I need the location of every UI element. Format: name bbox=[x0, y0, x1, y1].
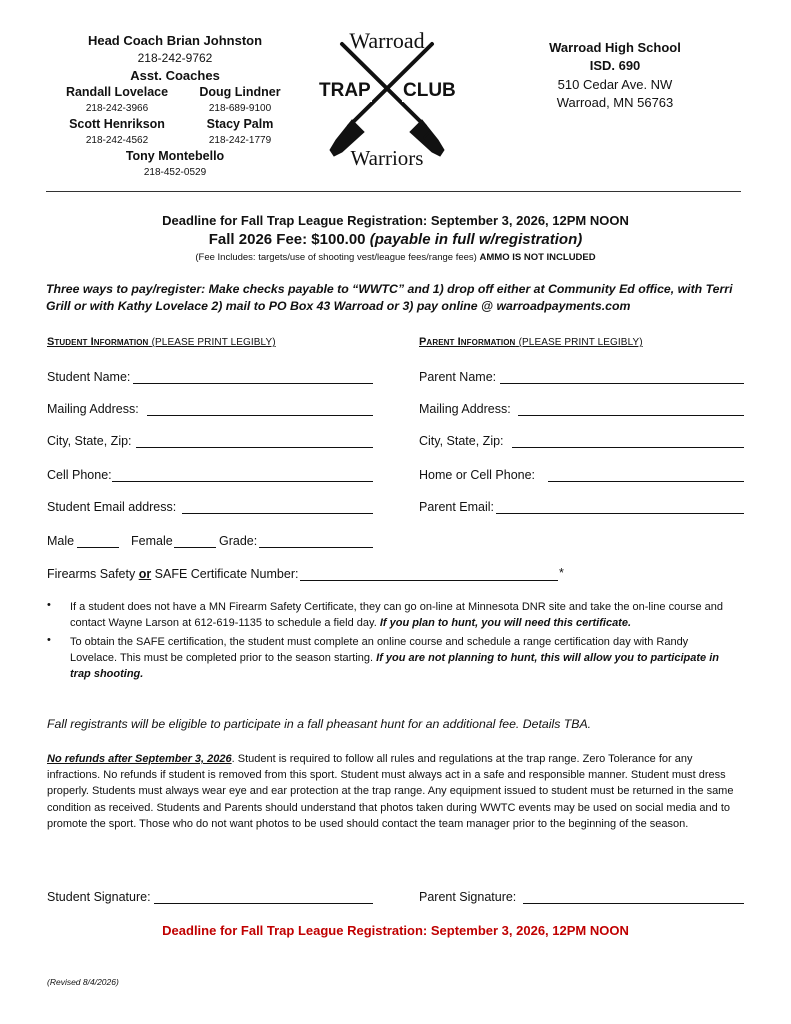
bullet-dnr-emphasis: If you plan to hunt, you will need this certificate. bbox=[379, 617, 632, 629]
firearms-or: or bbox=[138, 567, 152, 581]
logo-top-text: Warroad bbox=[349, 28, 425, 53]
student-cell-field[interactable] bbox=[112, 481, 373, 482]
student-signature-label: Student Signature: bbox=[47, 890, 151, 904]
certificate-number-field[interactable] bbox=[300, 580, 558, 581]
student-email-field[interactable] bbox=[182, 513, 373, 514]
bullet-icon: • bbox=[47, 634, 51, 646]
student-signature-field[interactable] bbox=[154, 903, 373, 904]
parent-email-label: Parent Email: bbox=[419, 500, 495, 514]
bullet-dnr-text: If a student does not have a MN Firearm Safety Certificate, they can go on-line at Minnesota DNR site and take the on-line course and contact Wayne Larson at 612-619-1135 to schedule a field day. bbox=[70, 601, 724, 629]
certificate-asterisk: * bbox=[559, 566, 564, 580]
coach-name: Randall Lovelace bbox=[65, 85, 169, 99]
parent-name-field[interactable] bbox=[500, 383, 744, 384]
coach-phone: 218-689-9100 bbox=[208, 103, 272, 114]
male-field[interactable] bbox=[77, 547, 119, 548]
bullet-dnr bbox=[70, 599, 735, 631]
school-street: 510 Cedar Ave. NW bbox=[557, 77, 673, 92]
student-name-field[interactable] bbox=[133, 383, 373, 384]
coach-phone: 218-242-3966 bbox=[85, 103, 149, 114]
parent-address-label: Mailing Address: bbox=[419, 402, 511, 416]
student-address-field[interactable] bbox=[147, 415, 373, 416]
student-section-title bbox=[47, 336, 276, 348]
coach-phone: 218-452-0529 bbox=[143, 167, 207, 178]
firearms-label bbox=[47, 567, 298, 581]
parent-section-note: (PLEASE PRINT LEGIBLY) bbox=[518, 337, 643, 348]
fee-note: (payable in full w/registration) bbox=[369, 231, 583, 248]
school-city: Warroad, MN 56763 bbox=[556, 95, 674, 110]
coach-name: Tony Montebello bbox=[125, 149, 225, 163]
bullet-safe bbox=[70, 634, 735, 682]
parent-city-label: City, State, Zip: bbox=[419, 434, 504, 448]
revised-date: (Revised 8/4/2026) bbox=[47, 977, 119, 987]
grade-label: Grade: bbox=[219, 534, 258, 548]
student-address-label: Mailing Address: bbox=[47, 402, 139, 416]
parent-name-label: Parent Name: bbox=[419, 370, 497, 384]
coach-name: Stacy Palm bbox=[206, 117, 274, 131]
footer-deadline: Deadline for Fall Trap League Registration: September 3, 2026, 12PM NOON bbox=[162, 923, 629, 938]
logo-bottom-text: Warriors bbox=[350, 146, 424, 170]
asst-coaches-title: Asst. Coaches bbox=[130, 68, 220, 83]
coach-phone: 218-242-4562 bbox=[85, 135, 149, 146]
fee-line bbox=[0, 231, 791, 248]
male-label: Male bbox=[47, 534, 75, 548]
deadline-line: Deadline for Fall Trap League Registration: September 3, 2026, 12PM NOON bbox=[162, 213, 629, 228]
refund-policy bbox=[47, 751, 747, 832]
trap-club-logo bbox=[312, 28, 462, 174]
school-name: Warroad High School bbox=[549, 40, 681, 55]
school-isd: ISD. 690 bbox=[589, 58, 641, 73]
bullet-icon: • bbox=[47, 599, 51, 611]
coach-name: Doug Lindner bbox=[199, 85, 281, 99]
student-name-label: Student Name: bbox=[47, 370, 131, 384]
head-coach: Head Coach Brian Johnston bbox=[87, 33, 263, 48]
bullet-safe-emphasis: If you are not planning to hunt, this will allow you to participate in trap shooting. bbox=[70, 652, 719, 680]
student-cell-label: Cell Phone: bbox=[47, 468, 112, 482]
female-field[interactable] bbox=[174, 547, 216, 548]
fee-amount: Fall 2026 Fee: $100.00 bbox=[208, 231, 366, 248]
student-city-label: City, State, Zip: bbox=[47, 434, 132, 448]
header-divider bbox=[46, 191, 741, 192]
parent-city-field[interactable] bbox=[512, 447, 744, 448]
fee-includes-line bbox=[0, 252, 791, 263]
refund-text: . Student is required to follow all rules and regulations at the trap range. Zero Tolerance for any infractions. No refunds if student is removed from this sport. Student must always act in a safe and responsible manner. Student must dress properly. Students must always wear eye and ear protection at the trap range. Any equipment issued to student must be returned in the same condition as received. Students and Parents should understand that photos taken during WWTC events may be used on social media and to promote the sport. Those who do not want photos to be used should contact the team manager prior to the beginning of the season. bbox=[47, 753, 734, 830]
parent-section-title bbox=[419, 336, 643, 348]
parent-signature-label: Parent Signature: bbox=[419, 890, 517, 904]
parent-phone-field[interactable] bbox=[548, 481, 744, 482]
student-section-note: (PLEASE PRINT LEGIBLY) bbox=[151, 337, 276, 348]
student-email-label: Student Email address: bbox=[47, 500, 177, 514]
parent-phone-label: Home or Cell Phone: bbox=[419, 468, 536, 482]
pheasant-note: Fall registrants will be eligible to participate in a fall pheasant hunt for an additional fee. Details TBA. bbox=[47, 717, 592, 731]
parent-signature-field[interactable] bbox=[523, 903, 744, 904]
ammo-note: AMMO IS NOT INCLUDED bbox=[479, 252, 596, 263]
head-coach-phone: 218-242-9762 bbox=[137, 51, 213, 65]
parent-address-field[interactable] bbox=[518, 415, 744, 416]
firearms-label-end: SAFE Certificate Number: bbox=[151, 567, 299, 581]
payment-instructions: Three ways to pay/register: Make checks payable to “WWTC” and 1) drop off either at Community Ed office, with Terri Grill or with Kathy Lovelace 2) mail to PO Box 43 Warroad or 3) pay online @ warroadpayments.com bbox=[46, 282, 733, 313]
firearms-label-start: Firearms Safety bbox=[47, 567, 139, 581]
student-section-label: Student Information bbox=[47, 336, 149, 348]
fee-includes: (Fee Includes: targets/use of shooting vest/league fees/range fees) bbox=[195, 252, 477, 263]
parent-email-field[interactable] bbox=[496, 513, 744, 514]
coach-name: Scott Henrikson bbox=[69, 117, 165, 131]
student-city-field[interactable] bbox=[136, 447, 373, 448]
female-label: Female bbox=[131, 534, 173, 548]
grade-field[interactable] bbox=[259, 547, 373, 548]
bullet-safe-text: To obtain the SAFE certification, the student must complete an online course and schedule a range certification day with Randy Lovelace. This must be completed prior to the season starting. bbox=[70, 636, 689, 664]
logo-right-text: CLUB bbox=[403, 80, 456, 101]
logo-left-text: TRAP bbox=[319, 80, 371, 101]
coach-phone: 218-242-1779 bbox=[208, 135, 272, 146]
parent-section-label: Parent Information bbox=[419, 336, 516, 348]
refund-lead: No refunds after September 3, 2026 bbox=[47, 753, 232, 765]
